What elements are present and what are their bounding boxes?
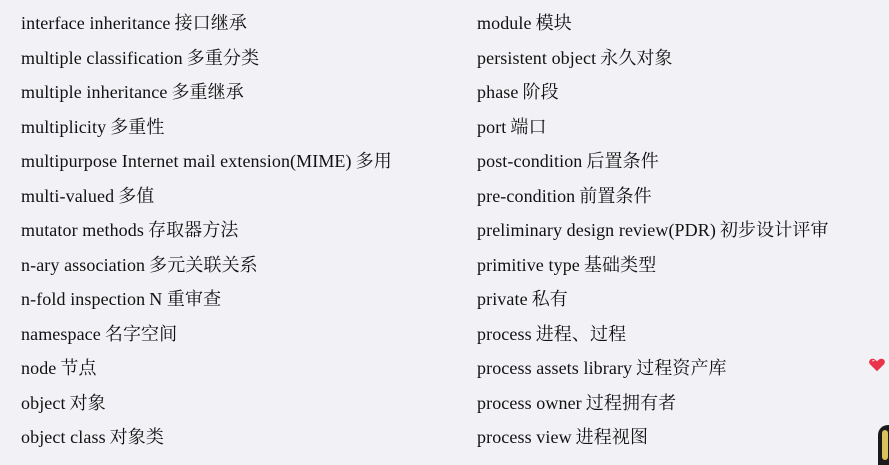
glossary-translation: 前置条件 [579, 185, 652, 206]
glossary-translation: 过程资产库 [636, 358, 727, 378]
glossary-entry [21, 248, 461, 283]
glossary-term: node [21, 358, 57, 378]
glossary-term: object [21, 392, 66, 413]
glossary-entry [477, 317, 877, 352]
glossary-entry [477, 75, 877, 110]
glossary-translation: 多重性 [110, 116, 165, 137]
glossary-term: n-ary association [21, 254, 146, 275]
glossary-term: persistent object [477, 47, 597, 68]
glossary-entry [477, 41, 877, 76]
glossary-entry [477, 420, 877, 455]
glossary-right-column [477, 6, 877, 455]
glossary-entry [21, 6, 461, 41]
glossary-entry [21, 75, 461, 110]
glossary-entry [477, 351, 877, 386]
glossary-term: phase [477, 82, 519, 102]
glossary-entry [21, 351, 461, 386]
glossary-translation: 名字空间 [104, 323, 178, 344]
glossary-translation: 节点 [60, 358, 97, 378]
corner-glow [882, 430, 888, 460]
glossary-translation: 初步设计评审 [719, 220, 829, 240]
glossary-translation: N 重审查 [149, 289, 222, 309]
glossary-term: mutator methods [21, 220, 144, 240]
glossary-translation: 多重分类 [186, 47, 260, 68]
glossary-term: pre-condition [477, 185, 576, 206]
glossary-term: process [477, 323, 532, 344]
glossary-entry [21, 110, 461, 145]
glossary-translation: 过程拥有者 [585, 392, 677, 413]
glossary-entry [21, 179, 461, 214]
heart-icon[interactable] [868, 356, 886, 374]
glossary-translation: 模块 [535, 13, 572, 33]
glossary-entry [477, 110, 877, 145]
glossary-entry [21, 420, 461, 455]
glossary-entry [477, 248, 877, 283]
glossary-translation: 端口 [510, 116, 547, 137]
glossary-term: process owner [477, 392, 582, 413]
glossary-entry [477, 144, 877, 179]
glossary-translation: 永久对象 [600, 47, 673, 68]
glossary-entry [477, 6, 877, 41]
glossary-term: multiple classification [21, 47, 183, 68]
glossary-translation: 进程视图 [575, 427, 649, 447]
glossary-translation: 对象 [69, 392, 106, 413]
glossary-translation: 多值 [118, 185, 155, 206]
glossary-term: private [477, 289, 528, 309]
glossary-term: post-condition [477, 151, 583, 171]
glossary-translation: 后置条件 [586, 151, 659, 171]
glossary-term: multipurpose Internet mail extension(MIME) [21, 151, 352, 171]
glossary-entry [477, 179, 877, 214]
glossary-term: multiple inheritance [21, 82, 168, 102]
glossary-entry [21, 282, 461, 317]
glossary-translation: 多元关联关系 [149, 254, 258, 275]
glossary-translation: 基础类型 [583, 254, 657, 275]
glossary-translation: 多重继承 [171, 82, 244, 102]
glossary-term: preliminary design review(PDR) [477, 220, 716, 240]
glossary-entry [21, 144, 461, 179]
glossary-translation: 对象类 [109, 427, 164, 447]
glossary-translation: 私有 [531, 289, 568, 309]
glossary-entry [21, 213, 461, 248]
glossary-term: process assets library [477, 358, 633, 378]
glossary-term: port [477, 116, 507, 137]
glossary-term: primitive type [477, 254, 580, 275]
glossary-translation: 存取器方法 [147, 220, 239, 240]
glossary-left-column [21, 6, 461, 455]
glossary-entry [477, 213, 877, 248]
glossary-entry [477, 282, 877, 317]
glossary-entry [21, 317, 461, 352]
glossary-entry [477, 386, 877, 421]
glossary-entry [21, 41, 461, 76]
glossary-term: object class [21, 427, 106, 447]
glossary-translation: 接口继承 [174, 13, 247, 33]
glossary-term: multiplicity [21, 116, 107, 137]
glossary-translation: 多用 [355, 151, 392, 171]
glossary-translation: 进程、过程 [535, 323, 627, 344]
glossary-term: multi-valued [21, 185, 115, 206]
glossary-term: interface inheritance [21, 13, 171, 33]
glossary-entry [21, 386, 461, 421]
glossary-term: process view [477, 427, 572, 447]
glossary-term: module [477, 13, 532, 33]
glossary-term: namespace [21, 323, 101, 344]
glossary-term: n-fold inspection [21, 289, 146, 309]
glossary-translation: 阶段 [522, 82, 559, 102]
